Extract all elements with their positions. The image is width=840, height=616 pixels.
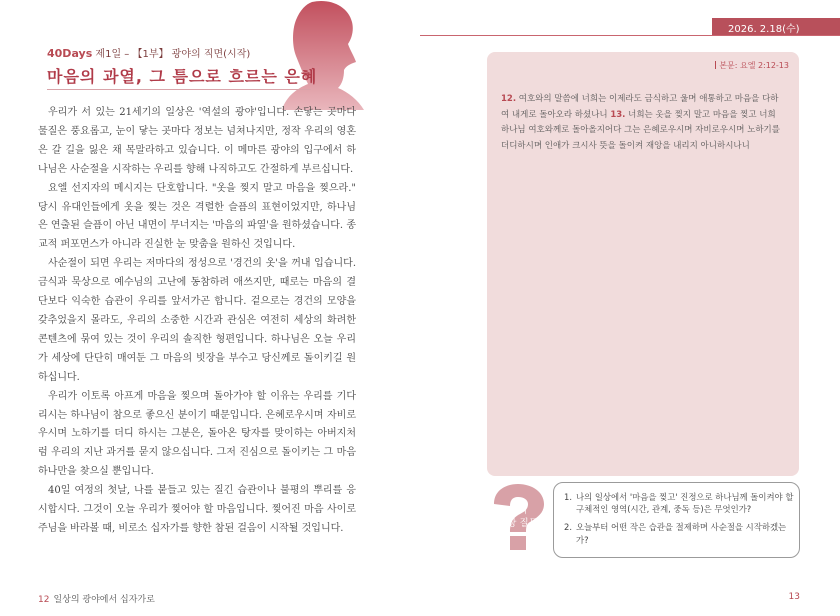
verse-number-13: 13. <box>610 109 626 120</box>
verse-text-12: 여호와의 말씀에 너희는 이제라도 금식하고 울며 애통하고 마음을 다하여 내게로 돌아오라 하셨나니 <box>501 94 779 120</box>
meditation-body <box>38 104 356 539</box>
right-page-number: 13 <box>788 592 800 602</box>
question-text: 오늘부터 어떤 작은 습관을 절제하며 사순절을 시작하겠는가? <box>576 522 787 545</box>
question-text: 나의 일상에서 '마음을 찢고' 진정으로 하나님께 돌이켜야 할 구체적인 영역(시간, 관계, 중독 등)은 무엇인가? <box>576 492 794 515</box>
series-subtitle: 제1일 – 【1부】 광야의 직면(시작) <box>92 49 251 60</box>
questions-box <box>553 482 800 558</box>
body-paragraph-3: 사순절이 되면 우리는 저마다의 정성으로 '경건의 옷'을 꺼내 입습니다. 금식과 묵상으로 예수님의 고난에 동참하려 애쓰지만, 때로는 마음의 결단보다 익숙한 습관이 우리를 앞서가곤 합니다. 겉으로는 경건의 모양을 갖추었을지 몰라도, 우리의 소중한 시간과 관심은 여전히 세상의 화려한 콘텐츠에 묶여 있는 것이 우리의 솔직한 형편입니다. 하나님은 오늘 우리가 세상에 단단히 매여둔 그 마음의 빗장을 부수고 당신께로 돌이키길 원하십니다. <box>38 258 356 383</box>
scripture-reference-text: 본문: 요엘 2:12-13 <box>719 61 789 70</box>
question-number: 1. <box>564 492 572 502</box>
verse-number-12: 12. <box>501 94 517 104</box>
scripture-verses <box>501 92 785 154</box>
meditation-label-line1: 나의 <box>508 505 528 516</box>
verse-text-13: 너희는 옷을 찢지 말고 마음을 찢고 너희 하나님 여호와께로 돌아올지어다 그는 은혜로우시며 자비로우시며 노하기를 더디하시며 인애가 크시사 뜻을 돌이켜 재앙을 내리지 아니하시나니 <box>501 109 780 151</box>
meditation-question-label <box>484 504 552 530</box>
scripture-reference <box>715 60 789 71</box>
right-page <box>420 0 840 616</box>
question-item <box>564 491 796 515</box>
date-rule <box>420 35 840 36</box>
left-footer <box>38 592 155 605</box>
page-title: 마음의 과열, 그 틈으로 흐르는 은혜 <box>47 67 318 86</box>
scripture-box <box>487 52 799 476</box>
meditation-question-badge <box>484 482 552 552</box>
question-item <box>564 521 796 545</box>
woman-silhouette-icon <box>282 0 364 110</box>
body-paragraph-5: 40일 여정의 첫날, 나를 붙들고 있는 질긴 습관이나 불평의 뿌리를 응시합시다. 그것이 오늘 우리가 찢어야 할 마음입니다. 찢어진 마음 사이로 주님을 바라볼 때, 비로소 십자가를 향한 참된 걸음이 시작될 것입니다. <box>38 485 356 534</box>
series-days: 40Days <box>47 47 93 60</box>
question-number: 2. <box>564 522 572 533</box>
title-divider <box>47 89 311 90</box>
body-paragraph-2: 요엘 선지자의 메시지는 단호합니다. "옷을 찢지 말고 마음을 찢으라." 당시 유대인들에게 옷을 찢는 것은 격렬한 슬픔의 표현이었지만, 하나님은 연출된 슬픔이 아닌 내면이 무너지는 '마음의 파열'을 원하셨습니다. 종교적 퍼포먼스가 아니라 진실한 눈 맞춤을 원하신 것입니다. <box>38 182 356 251</box>
book-title-footer: 일상의 광야에서 십자가로 <box>53 595 155 605</box>
date-label: 2026. 2.18(수) <box>728 24 800 35</box>
reference-bar-icon <box>715 61 716 69</box>
body-paragraph-1: 우리가 서 있는 21세기의 일상은 '역설의 광야'입니다. 손닿는 곳마다 물질은 풍요롭고, 눈이 닿는 곳마다 정보는 넘쳐나지만, 정작 우리의 영혼은 갈 길을 잃은 채 목말라하고 있습니다. 이 메마른 광야의 입구에서 하나님은 사순절을 시작하는 우리를 향해 나직하고도 간절하게 부르십니다. <box>38 107 356 175</box>
series-header <box>47 45 250 60</box>
body-paragraph-4: 우리가 이토록 아프게 마음을 찢으며 돌아가야 할 이유는 우리를 기다리시는 하나님이 참으로 좋으신 분이기 때문입니다. 은혜로우시며 자비로우시며 노하기를 더디 하시는 그분은, 돌아온 탕자를 맞이하는 아버지처럼 우리의 지난 과거를 묻지 않으십니다. 그저 진심으로 돌이키는 그 마음 하나만을 찾으실 뿐입니다. <box>38 390 356 478</box>
meditation-label-line2: 묵상 질문 <box>498 518 538 529</box>
question-list <box>564 491 796 552</box>
left-page-number: 12 <box>38 595 50 605</box>
